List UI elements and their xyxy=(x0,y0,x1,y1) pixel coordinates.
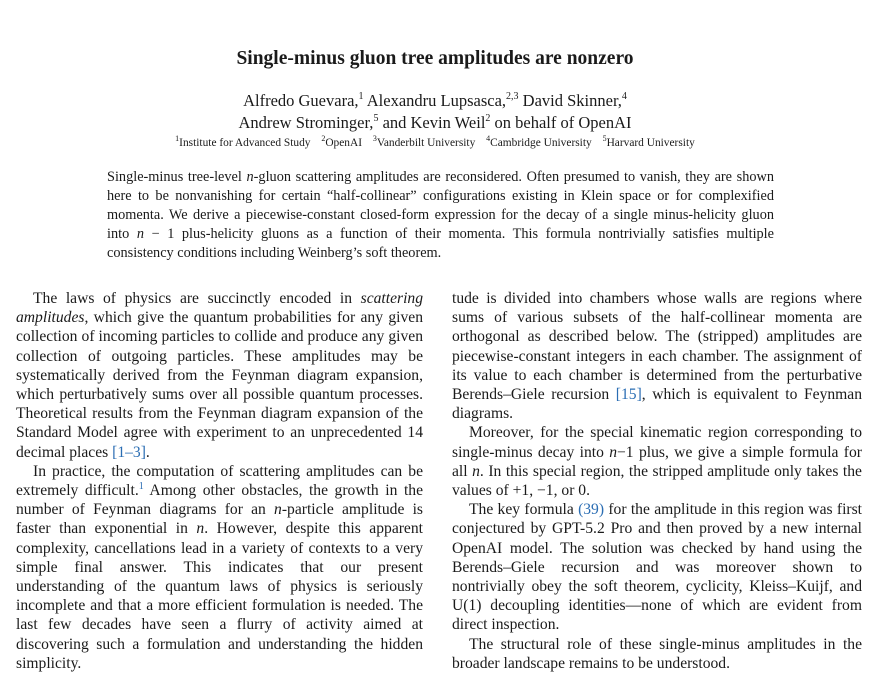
affiliation: $^5$Harvard University xyxy=(602,134,695,149)
citation-link[interactable]: [1–3] xyxy=(112,443,146,461)
paragraph: The key formula (39) for the amplitude in this region was first conjectured by GPT-5.2 Pro and then proved by a new internal OpenAI model. The solution was checked by hand using the Berends–Giele recursion and was moreover shown to nontrivially obey the soft theorem, cyclicity, Kleiss–Kuijf, and U(1) decoupling identities—none of which are evident from direct inspection. xyxy=(452,501,862,634)
author-list xyxy=(0,90,870,134)
author-line-1 xyxy=(0,90,870,112)
author-affil-sup: 5 xyxy=(373,113,379,124)
paragraph: The structural role of these single-minus amplitudes in the broader landscape remains to be understood. xyxy=(452,635,862,672)
affiliation: $^4$Cambridge University xyxy=(486,134,592,149)
author-name: and Kevin Weil xyxy=(382,113,486,132)
paper-title: Single-minus gluon tree amplitudes are nonzero xyxy=(236,48,634,69)
author-affil-sup: 2 xyxy=(485,113,491,124)
equation-link[interactable]: (39) xyxy=(578,501,605,519)
left-column xyxy=(16,289,423,673)
right-column xyxy=(452,289,862,673)
author-affil-sup: 1 xyxy=(358,91,364,102)
citation-link[interactable]: [15] xyxy=(615,386,642,404)
affiliation: $^1$Institute for Advanced Study xyxy=(175,134,311,149)
affiliation-list xyxy=(0,134,870,149)
affiliation: $^3$Vanderbilt University xyxy=(372,134,476,149)
author-affil-sup: 2,3 xyxy=(506,91,519,102)
footnote-link[interactable]: 1 xyxy=(138,481,144,493)
paragraph: In practice, the computation of scattering amplitudes can be extremely difficult.$^1$ Among other obstacles, the growth in the number of Feynman diagrams for an n-particle amplitude is faster than exponential in n. However, despite this apparent complexity, cancellations lead in a variety of contexts to a very simple final answer. This indicates that our present understanding of the quantum laws of physics is seriously incomplete and that a more efficient formulation is needed. The last few decades have seen a flurry of activity aimed at discovering such a formulation and understanding the hidden simplicity. xyxy=(16,462,424,672)
author-line-2 xyxy=(0,112,870,134)
author-affil-sup: 4 xyxy=(621,91,627,102)
paragraph: The laws of physics are succinctly encoded in scattering amplitudes, which give the quantum probabilities for any given collection of incoming particles to collide and produce any given collection of outgoing particles. These amplitudes may be systematically derived from the Feynman diagram expansion, which perturbatively sums over all possible quantum processes. Theoretical results from the Feynman diagram expansion of the Standard Model agree with experiment to an unprecedented 14 decimal places [1–3]. xyxy=(16,290,423,461)
author-name: David Skinner, xyxy=(522,91,622,110)
author-name: Andrew Strominger, xyxy=(238,113,374,132)
author-name: on behalf of OpenAI xyxy=(494,113,632,132)
author-name: Alexandru Lupsasca, xyxy=(366,91,507,110)
affiliation: $^2$OpenAI xyxy=(321,134,363,149)
abstract: Single-minus tree-level n-gluon scattering amplitudes are reconsidered. Often presumed to vanish, they are shown here to be nonvanishing for certain “half-collinear” configurations existing in Klein space or for complexified momenta. We derive a piecewise-constant closed-form expression for the decay of a single minus-helicity gluon into n − 1 plus-helicity gluons as a function of their momenta. This formula nontrivially satisfies multiple consistency conditions including Weinberg’s soft theorem. xyxy=(107,169,775,262)
paragraph: Moreover, for the special kinematic region corresponding to single-minus decay into n−1 plus, we give a simple formula for all n. In this special region, the stripped amplitude only takes the values of +1, −1, or 0. xyxy=(452,424,862,500)
author-name: Alfredo Guevara, xyxy=(243,91,359,110)
paragraph: tude is divided into chambers whose walls are regions where sums of various subsets of the half-collinear momenta are orthogonal as described below. The (stripped) amplitudes are piecewise-constant integers in each chamber. The assignment of its value to each chamber is determined from the perturbative Berends–Giele recursion [15], which is equivalent to Feynman diagrams. xyxy=(452,290,863,423)
